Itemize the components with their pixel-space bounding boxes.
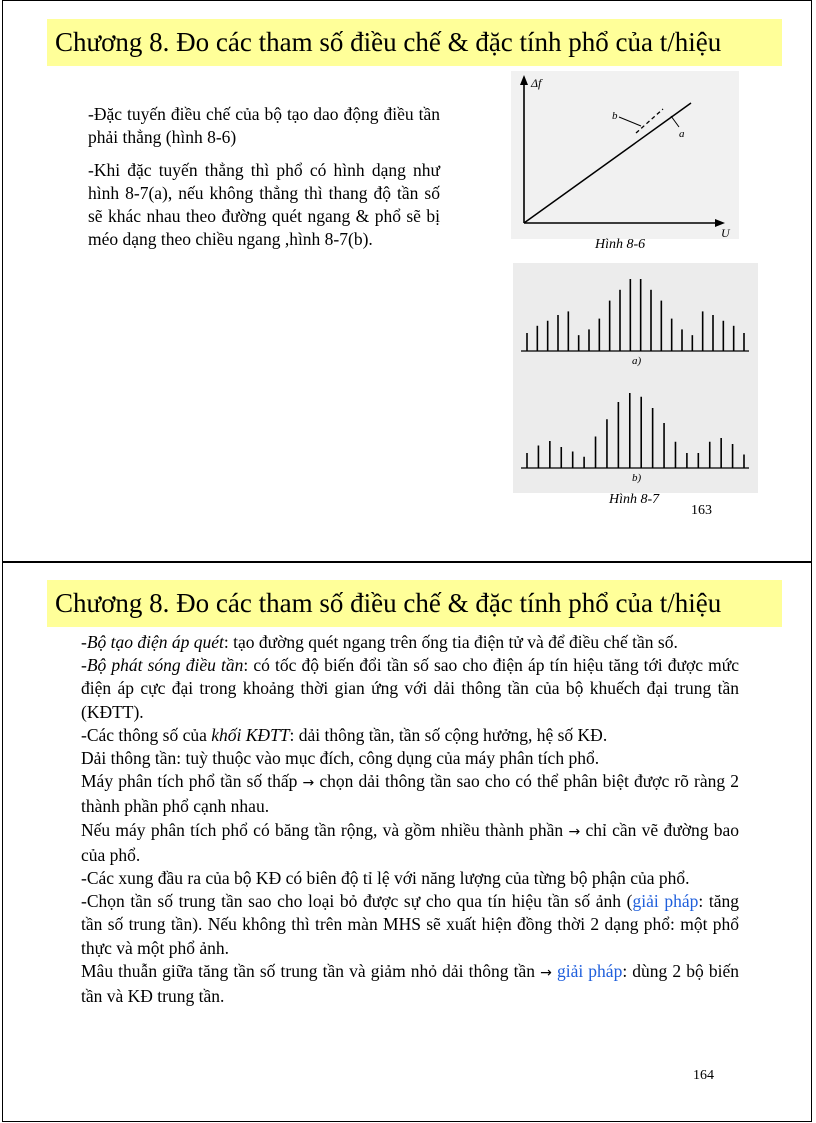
text: : dùng 2 bộ biến tần và KĐ trung tần. <box>81 960 740 1007</box>
figure-8-7-caption: Hình 8-7 <box>609 492 660 507</box>
line-a-label: a <box>679 128 685 140</box>
paragraph-1: -Đặc tuyến điều chế của bộ tạo dao động điều tần phải thẳng (hình 8-6) <box>88 104 440 147</box>
paragraph-2: -Khi đặc tuyến thẳng thì phổ có hình dạng như hình 8-7(a), nếu không thẳng thì thang độ tần số sẽ khác nhau theo đường quét ngang & phổ sẽ bị méo dạng theo chiều ngang ,hình 8-7(b). <box>88 160 440 249</box>
paragraph-sweep-generator <box>81 631 739 654</box>
paragraph-if-selection <box>81 890 739 960</box>
slide-body <box>81 631 739 1008</box>
figure-8-7 <box>513 263 758 493</box>
paragraph-fm-oscillator <box>81 654 739 724</box>
text: -Chọn tần số trung tần sao cho loại bỏ được sự cho qua tín hiệu tần số ảnh ( <box>81 891 633 912</box>
solution-highlight: giải pháp <box>632 891 699 912</box>
text: : tăng tần số trung tần). Nếu không thì trên màn MHS sẽ xuất hiện đồng thời 2 dạng phổ: một phổ thực và một phổ ảnh. <box>81 891 739 958</box>
paragraph-low-freq-analyzer <box>81 770 739 818</box>
text: Nếu máy phân tích phổ có băng tần rộng, và gồm nhiều thành phần <box>81 819 569 840</box>
figure-background <box>511 71 739 239</box>
slide-163 <box>2 0 812 562</box>
spectrum-a-label: a) <box>632 355 642 367</box>
text: chỉ cần vẽ đường bao của phổ. <box>81 819 739 865</box>
arrow-icon: → <box>302 775 315 792</box>
slide-title: Chương 8. Đo các tham số điều chế & đặc tính phổ của t/hiệu <box>47 580 782 627</box>
x-axis-label: U <box>721 226 730 239</box>
term-sweep-generator: -Bộ tạo điện áp quét <box>81 632 224 652</box>
arrow-icon: → <box>540 964 552 981</box>
text: chọn dải thông tần sao cho có thể phân biệt được rõ ràng 2 thành phần phổ cạnh nhau. <box>81 771 739 817</box>
paragraph-contradiction <box>81 960 739 1008</box>
paragraph-wideband-analyzer <box>81 819 739 867</box>
figure-8-6 <box>511 71 739 239</box>
slide-title: Chương 8. Đo các tham số điều chế & đặc tính phổ của t/hiệu <box>47 19 782 66</box>
figure-8-6-caption: Hình 8-6 <box>595 237 646 252</box>
figure-8-7-spectra <box>513 263 758 493</box>
slide-164 <box>2 562 812 1122</box>
paragraph-bandwidth: Dải thông tần: tuỳ thuộc vào mục đích, công dụng của máy phân tích phổ. <box>81 748 600 769</box>
figure-8-6-graph <box>511 71 739 239</box>
paragraph-if-amp-params <box>81 724 739 747</box>
text: Máy phân tích phổ tần số thấp <box>81 771 303 792</box>
line-b-label: b <box>612 110 618 122</box>
text: : có tốc độ biến đổi tần số sao cho điện áp tín hiệu tăng tới được mức điện áp cực đại trong khoảng thời gian ứng với dải thông tần của bộ khuếch đại trung tần (KĐTT). <box>81 655 739 722</box>
solution-highlight: giải pháp <box>556 960 623 981</box>
page-number: 164 <box>693 1068 714 1083</box>
arrow-icon: → <box>568 823 581 840</box>
y-axis-label: Δf <box>531 76 542 90</box>
page-number: 163 <box>691 503 712 518</box>
paragraph-output-pulses: -Các xung đầu ra của bộ KĐ có biên độ tỉ lệ với năng lượng của từng bộ phận của phổ. <box>81 868 690 889</box>
term-fm-oscillator: -Bộ phát sóng điều tần <box>81 655 244 676</box>
text: : tạo đường quét ngang trên ống tia điện tử và để điều chế tần số. <box>223 632 678 652</box>
spectrum-b-label: b) <box>632 472 642 484</box>
text: : dải thông tần, tần số cộng hưởng, hệ số KĐ. <box>289 724 608 745</box>
text: -Các thông số của <box>81 724 212 745</box>
text: Mâu thuẫn giữa tăng tần số trung tần và giảm nhỏ dải thông tần <box>81 960 541 981</box>
slide-text <box>88 103 440 261</box>
term-if-amp-block: khối KĐTT <box>211 724 290 745</box>
